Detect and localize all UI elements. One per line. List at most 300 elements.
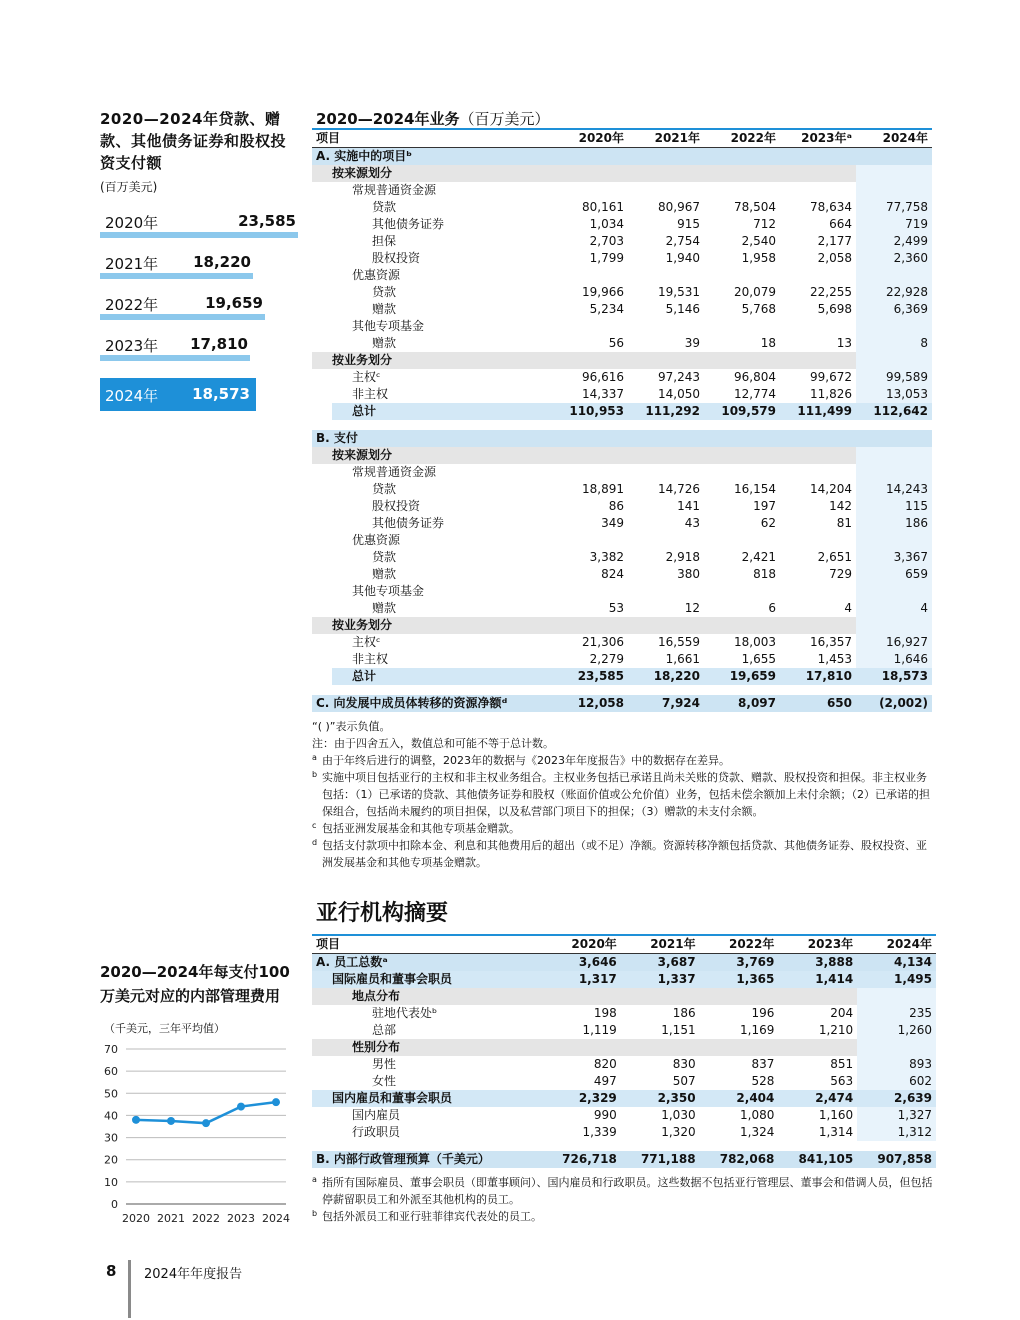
row-label: 非主权 — [352, 652, 389, 666]
spacer-row — [312, 1141, 936, 1151]
table-row — [312, 1056, 936, 1073]
bar-value-label: 23,585 — [238, 212, 296, 230]
value-cell: 1,169 — [740, 1023, 775, 1037]
footnote-mark: a — [312, 753, 317, 762]
value-cell: 13,053 — [856, 386, 932, 403]
value-cell: 2,918 — [665, 550, 700, 564]
value-cell: 14,337 — [582, 387, 624, 401]
table-body — [312, 954, 936, 1169]
row-label: 担保 — [372, 234, 397, 248]
bar-fill — [100, 314, 265, 320]
row-label: 女性 — [372, 1074, 397, 1088]
fill-cell — [856, 165, 932, 182]
row-label: 非主权 — [352, 387, 389, 401]
table-row — [312, 651, 932, 668]
fill-cell — [700, 988, 779, 1005]
value-cell: 78,634 — [810, 200, 852, 214]
value-cell: 3,687 — [621, 954, 700, 972]
spacer — [312, 1141, 936, 1151]
fill-cell — [857, 1039, 936, 1056]
institution-notes — [312, 1174, 938, 1225]
value-cell: 2,329 — [542, 1090, 621, 1107]
value-cell: 2,404 — [700, 1090, 779, 1107]
blank — [856, 318, 932, 335]
value-cell: 53 — [608, 601, 624, 615]
blank — [856, 464, 932, 481]
spacer — [312, 420, 932, 430]
table-body — [312, 148, 932, 713]
value-cell: 1,414 — [778, 971, 857, 988]
value-cell: 12,058 — [552, 695, 628, 712]
section-label: C. 向发展中成员体转移的资源净额ᵈ — [312, 695, 552, 712]
value-cell: 110,953 — [552, 403, 628, 420]
value-cell: 5,234 — [589, 302, 624, 316]
value-cell: 141 — [677, 499, 700, 513]
value-cell: 235 — [857, 1005, 936, 1022]
table-row — [312, 335, 932, 352]
value-cell: 1,655 — [741, 652, 776, 666]
institution-table — [312, 934, 936, 1168]
fill-cell — [628, 617, 704, 634]
side-chart-title: 2020—2024年贷款、赠款、其他债务证券和股权投资支付额 — [100, 110, 287, 172]
row-label: 赠款 — [372, 336, 397, 350]
bar-year-label: 2020年 — [105, 214, 159, 232]
value-cell: 115 — [856, 498, 932, 515]
row-label: 贷款 — [372, 200, 397, 214]
column-header: 2022年 — [700, 935, 779, 954]
blank — [628, 583, 704, 600]
spacer-row — [312, 420, 932, 430]
blank — [552, 583, 628, 600]
subheading: 按业务划分 — [312, 352, 552, 369]
ops-notes — [312, 718, 936, 871]
value-cell: 1,958 — [741, 251, 776, 265]
value-cell: 14,243 — [856, 481, 932, 498]
value-cell: 19,659 — [704, 668, 780, 685]
value-cell: 5,146 — [665, 302, 700, 316]
value-cell: 16,559 — [658, 635, 700, 649]
value-cell: 21,306 — [582, 635, 624, 649]
value-cell: 664 — [829, 217, 852, 231]
value-cell: 13 — [836, 336, 852, 350]
value-cell: 1,940 — [665, 251, 700, 265]
y-tick-label: 60 — [104, 1065, 118, 1079]
fill-cell — [628, 352, 704, 369]
blank — [856, 583, 932, 600]
bar-year-label: 2024年 — [105, 387, 159, 405]
blank — [628, 182, 704, 199]
group-total-label: 国际雇员和董事会职员 — [312, 971, 542, 988]
table-row — [312, 199, 932, 216]
value-cell: 1,151 — [661, 1023, 696, 1037]
blank — [628, 267, 704, 284]
footnote — [312, 769, 936, 820]
table-header — [312, 129, 932, 148]
value-cell: 204 — [830, 1006, 854, 1020]
blank — [780, 182, 856, 199]
fill-cell — [780, 447, 856, 464]
data-point — [237, 1103, 245, 1111]
subheading: 按来源划分 — [312, 447, 552, 464]
table-row — [312, 532, 932, 549]
section-row — [312, 148, 932, 166]
value-cell: 349 — [601, 516, 624, 530]
value-cell: 3,382 — [589, 550, 624, 564]
value-cell: 1,160 — [818, 1108, 854, 1122]
table-row — [312, 634, 932, 651]
column-header: 2024年 — [856, 129, 932, 148]
table-row — [312, 617, 932, 634]
value-cell: 1,030 — [661, 1108, 696, 1122]
fill-cell — [780, 352, 856, 369]
row-label: 国内雇员 — [352, 1108, 401, 1122]
value-cell: 782,068 — [700, 1151, 779, 1168]
y-tick-label: 50 — [104, 1087, 118, 1101]
column-header: 2020年 — [542, 935, 621, 954]
value-cell: 8 — [856, 335, 932, 352]
x-tick-label: 2020 — [122, 1212, 150, 1225]
value-cell: 2,651 — [817, 550, 852, 564]
y-tick-label: 40 — [104, 1109, 118, 1123]
bar-fill — [100, 355, 250, 361]
table-header — [312, 935, 936, 954]
subheading: 地点分布 — [312, 988, 542, 1005]
value-cell: 109,579 — [704, 403, 780, 420]
line-chart-title: 2020—2024年每支付100万美元对应的内部管理费用 — [100, 963, 290, 1005]
blank — [704, 464, 780, 481]
data-point — [202, 1119, 210, 1127]
value-cell: 14,204 — [810, 482, 852, 496]
value-cell: 81 — [836, 516, 852, 530]
value-cell: 16,927 — [856, 634, 932, 651]
value-cell: 197 — [753, 499, 776, 513]
blank — [780, 532, 856, 549]
value-cell: 18,220 — [628, 668, 704, 685]
bar-2021年 — [100, 249, 253, 279]
bar-fill — [100, 273, 253, 279]
blank — [552, 532, 628, 549]
value-cell: 990 — [593, 1108, 617, 1122]
section-label: A. 实施中的项目ᵇ — [312, 148, 932, 166]
fill-cell — [780, 617, 856, 634]
value-cell: 2,279 — [589, 652, 624, 666]
row-label: 其他债务证券 — [372, 516, 445, 530]
footer-divider — [128, 1260, 131, 1318]
table-row — [312, 668, 932, 685]
table-row — [312, 369, 932, 386]
value-cell: 1,119 — [582, 1023, 617, 1037]
value-cell: 99,589 — [856, 369, 932, 386]
blank — [856, 267, 932, 284]
bar-2020年 — [100, 208, 298, 238]
fill-cell — [628, 165, 704, 182]
blank — [704, 182, 780, 199]
table-row — [312, 267, 932, 284]
value-cell: 18,573 — [856, 668, 932, 685]
row-label: 主权ᶜ — [352, 635, 381, 649]
row-label: 其他债务证券 — [372, 217, 445, 231]
value-cell: 77,758 — [856, 199, 932, 216]
blank — [704, 267, 780, 284]
value-cell: 824 — [601, 567, 624, 581]
value-cell: 19,531 — [658, 285, 700, 299]
footnote-text: 包括外派员工和亚行驻菲律宾代表处的员工。 — [322, 1210, 542, 1223]
value-cell: 198 — [593, 1006, 617, 1020]
table-row — [312, 971, 936, 988]
fill-cell — [704, 165, 780, 182]
value-cell: 719 — [856, 216, 932, 233]
footnote-mark: c — [312, 821, 317, 830]
total-label: 总计 — [312, 668, 552, 685]
fill-cell — [856, 447, 932, 464]
value-cell: 2,639 — [857, 1090, 936, 1107]
row-label: 赠款 — [372, 601, 397, 615]
value-cell: 43 — [684, 516, 700, 530]
value-cell: 1,312 — [857, 1124, 936, 1141]
footnote-mark: b — [312, 770, 318, 779]
footnote — [312, 837, 936, 871]
value-cell: 563 — [830, 1074, 854, 1088]
blank — [856, 532, 932, 549]
value-cell: 1,661 — [665, 652, 700, 666]
bar-2022年 — [100, 290, 265, 320]
blank — [552, 182, 628, 199]
value-cell: 1,799 — [589, 251, 624, 265]
row-label: 男性 — [372, 1057, 397, 1071]
blank — [628, 464, 704, 481]
table-row — [312, 1022, 936, 1039]
bar-value-label: 18,220 — [193, 253, 251, 271]
value-cell: 650 — [780, 695, 856, 712]
fill-cell — [704, 617, 780, 634]
value-cell: 2,058 — [817, 251, 852, 265]
x-tick-label: 2024 — [262, 1212, 290, 1225]
value-cell: 186 — [672, 1006, 696, 1020]
value-cell: 602 — [857, 1073, 936, 1090]
value-cell: 3,646 — [542, 954, 621, 972]
footer-title: 2024年年度报告 — [144, 1267, 243, 1282]
x-tick-label: 2021 — [157, 1212, 185, 1225]
institution-heading: 亚行机构摘要 — [316, 901, 449, 926]
value-cell: 1,324 — [740, 1125, 775, 1139]
section-label: B. 支付 — [312, 430, 932, 447]
bar-value-label: 19,659 — [205, 294, 263, 312]
value-cell: 39 — [684, 336, 700, 350]
row-label: 赠款 — [372, 567, 397, 581]
column-header: 2021年 — [628, 129, 704, 148]
section-row — [312, 430, 932, 447]
value-cell: 86 — [608, 499, 624, 513]
column-header: 2024年 — [857, 935, 936, 954]
value-cell: 528 — [751, 1074, 775, 1088]
value-cell: 96,804 — [734, 370, 776, 384]
footnote — [312, 735, 936, 752]
value-cell: 111,499 — [780, 403, 856, 420]
blank — [552, 318, 628, 335]
footnote-mark: a — [312, 1175, 317, 1184]
value-cell: 112,642 — [856, 403, 932, 420]
footnote-text: 指所有国际雇员、董事会职员（即董事顾问）、国内雇员和行政职员。这些数据不包括亚行管理层、董事会和借调人员，但包括停薪留职员工和外派至其他机构的员工。 — [322, 1176, 933, 1206]
bar-fill — [100, 232, 298, 238]
value-cell: 1,034 — [589, 217, 624, 231]
value-cell: 726,718 — [542, 1151, 621, 1168]
footnote-text: 包括支付款项中扣除本金、利息和其他费用后的超出（或不足）净额。资源转移净额包括贷款、其他债务证券、股权投资、亚洲发展基金和其他专项基金赠款。 — [322, 839, 927, 869]
bar-year-label: 2021年 — [105, 255, 159, 273]
column-header: 项目 — [312, 129, 552, 148]
value-cell: 3,888 — [778, 954, 857, 972]
y-tick-label: 20 — [104, 1153, 118, 1167]
footnote — [312, 718, 936, 735]
fill-cell — [621, 988, 700, 1005]
spacer — [312, 685, 932, 695]
operations-table — [312, 128, 932, 712]
data-point — [272, 1098, 280, 1106]
fill-cell — [542, 1039, 621, 1056]
table-row — [312, 549, 932, 566]
value-cell: 818 — [753, 567, 776, 581]
value-cell: 23,585 — [552, 668, 628, 685]
bar-2024年 — [100, 378, 256, 411]
value-cell: 14,726 — [658, 482, 700, 496]
side-chart-unit: (百万美元) — [100, 180, 158, 194]
value-cell: 1,337 — [621, 971, 700, 988]
admin-cost-line-chart — [96, 1036, 296, 1226]
section-row — [312, 695, 932, 712]
value-cell: 497 — [593, 1074, 617, 1088]
value-cell: 837 — [751, 1057, 775, 1071]
value-cell: 20,079 — [734, 285, 776, 299]
value-cell: 1,080 — [740, 1108, 775, 1122]
blank — [856, 182, 932, 199]
footnote-text: “( )”表示负值。 — [312, 720, 391, 733]
value-cell: 2,177 — [817, 234, 852, 248]
table-row — [312, 1090, 936, 1107]
x-tick-label: 2023 — [227, 1212, 255, 1225]
table-row — [312, 954, 936, 972]
blank — [704, 318, 780, 335]
row-label: 总部 — [372, 1023, 397, 1037]
page-number: 8 — [106, 1262, 117, 1280]
value-cell: 142 — [829, 499, 852, 513]
fill-cell — [778, 988, 857, 1005]
subheading: 按业务划分 — [312, 617, 552, 634]
fill-cell — [552, 617, 628, 634]
value-cell: 729 — [829, 567, 852, 581]
footnote-text: 实施中项目包括亚行的主权和非主权业务组合。主权业务包括已承诺且尚未关账的贷款、赠款、股权投资和担保。非主权业务包括：（1）已承诺的贷款、其他债务证券和股权（账面价值或公允价值）业务，包括未偿余额加上未付余额；（2）已承诺的担保组合，包括尚未履约的项目担保，以及私营部门项目下的担保；（3）赠款的未支付余额。 — [322, 771, 930, 818]
value-cell: 19,966 — [582, 285, 624, 299]
value-cell: 1,453 — [817, 652, 852, 666]
value-cell: 893 — [857, 1056, 936, 1073]
value-cell: 5,768 — [741, 302, 776, 316]
value-cell: 196 — [751, 1006, 775, 1020]
value-cell: 12,774 — [734, 387, 776, 401]
spacer-row — [312, 685, 932, 695]
value-cell: 507 — [672, 1074, 696, 1088]
bar-value-label: 17,810 — [190, 335, 248, 353]
value-cell: 830 — [672, 1057, 696, 1071]
row-label: 驻地代表处ᵇ — [372, 1006, 438, 1020]
value-cell: 907,858 — [857, 1151, 936, 1168]
value-cell: 1,210 — [818, 1023, 854, 1037]
bar-year-label: 2023年 — [105, 337, 159, 355]
value-cell: 4 — [844, 601, 852, 615]
subheading: 性别分布 — [312, 1039, 542, 1056]
footnote-text: 包括亚洲发展基金和其他专项基金赠款。 — [322, 822, 520, 835]
value-cell: 841,105 — [778, 1151, 857, 1168]
fill-cell — [856, 352, 932, 369]
value-cell: 111,292 — [628, 403, 704, 420]
table-row — [312, 481, 932, 498]
fill-cell — [778, 1039, 857, 1056]
value-cell: 18 — [760, 336, 776, 350]
table-row — [312, 250, 932, 267]
y-tick-label: 0 — [111, 1198, 118, 1211]
section-label: B. 内部行政管理预算（千美元） — [312, 1151, 542, 1168]
column-header: 2023年ᵃ — [780, 129, 856, 148]
table-row — [312, 233, 932, 250]
fill-cell — [700, 1039, 779, 1056]
table-row — [312, 1107, 936, 1124]
fill-cell — [552, 447, 628, 464]
x-tick-label: 2022 — [192, 1212, 220, 1225]
value-cell: 186 — [856, 515, 932, 532]
table-row — [312, 284, 932, 301]
ops-table-title — [316, 108, 550, 129]
fill-cell — [621, 1039, 700, 1056]
table-row — [312, 318, 932, 335]
column-header: 2023年 — [778, 935, 857, 954]
value-cell: 1,495 — [857, 971, 936, 988]
value-cell: 16,357 — [810, 635, 852, 649]
blank — [704, 583, 780, 600]
value-cell: 1,365 — [700, 971, 779, 988]
group-label: 其他专项基金 — [352, 319, 425, 333]
blank — [552, 267, 628, 284]
value-cell: 2,360 — [856, 250, 932, 267]
row-label: 股权投资 — [372, 251, 421, 265]
fill-cell — [857, 988, 936, 1005]
value-cell: 22,255 — [810, 285, 852, 299]
value-cell: 851 — [830, 1057, 854, 1071]
value-cell: 1,314 — [818, 1125, 854, 1139]
group-label: 常规普通资金源 — [352, 183, 437, 197]
table-row — [312, 1151, 936, 1168]
blank — [628, 532, 704, 549]
data-point — [167, 1117, 175, 1125]
footnote-text: 注：由于四舍五入，数值总和可能不等于总计数。 — [312, 737, 554, 750]
value-cell: 1,327 — [857, 1107, 936, 1124]
value-cell: 80,161 — [582, 200, 624, 214]
value-cell: 78,504 — [734, 200, 776, 214]
bar-value-label: 18,573 — [192, 385, 250, 403]
value-cell: 11,826 — [810, 387, 852, 401]
table-row — [312, 352, 932, 369]
table-row — [312, 1073, 936, 1090]
fill-cell — [856, 617, 932, 634]
row-label: 主权ᶜ — [352, 370, 381, 384]
footnote-text: 由于年终后进行的调整，2023年的数据与《2023年年度报告》中的数据存在差异。 — [322, 754, 730, 767]
value-cell: 6 — [768, 601, 776, 615]
footnote — [312, 1174, 938, 1208]
column-header: 2021年 — [621, 935, 700, 954]
value-cell: 3,769 — [700, 954, 779, 972]
value-cell: 1,317 — [542, 971, 621, 988]
y-tick-label: 70 — [104, 1043, 118, 1056]
value-cell: 22,928 — [856, 284, 932, 301]
value-cell: 99,672 — [810, 370, 852, 384]
value-cell: 16,154 — [734, 482, 776, 496]
row-label: 贷款 — [372, 285, 397, 299]
